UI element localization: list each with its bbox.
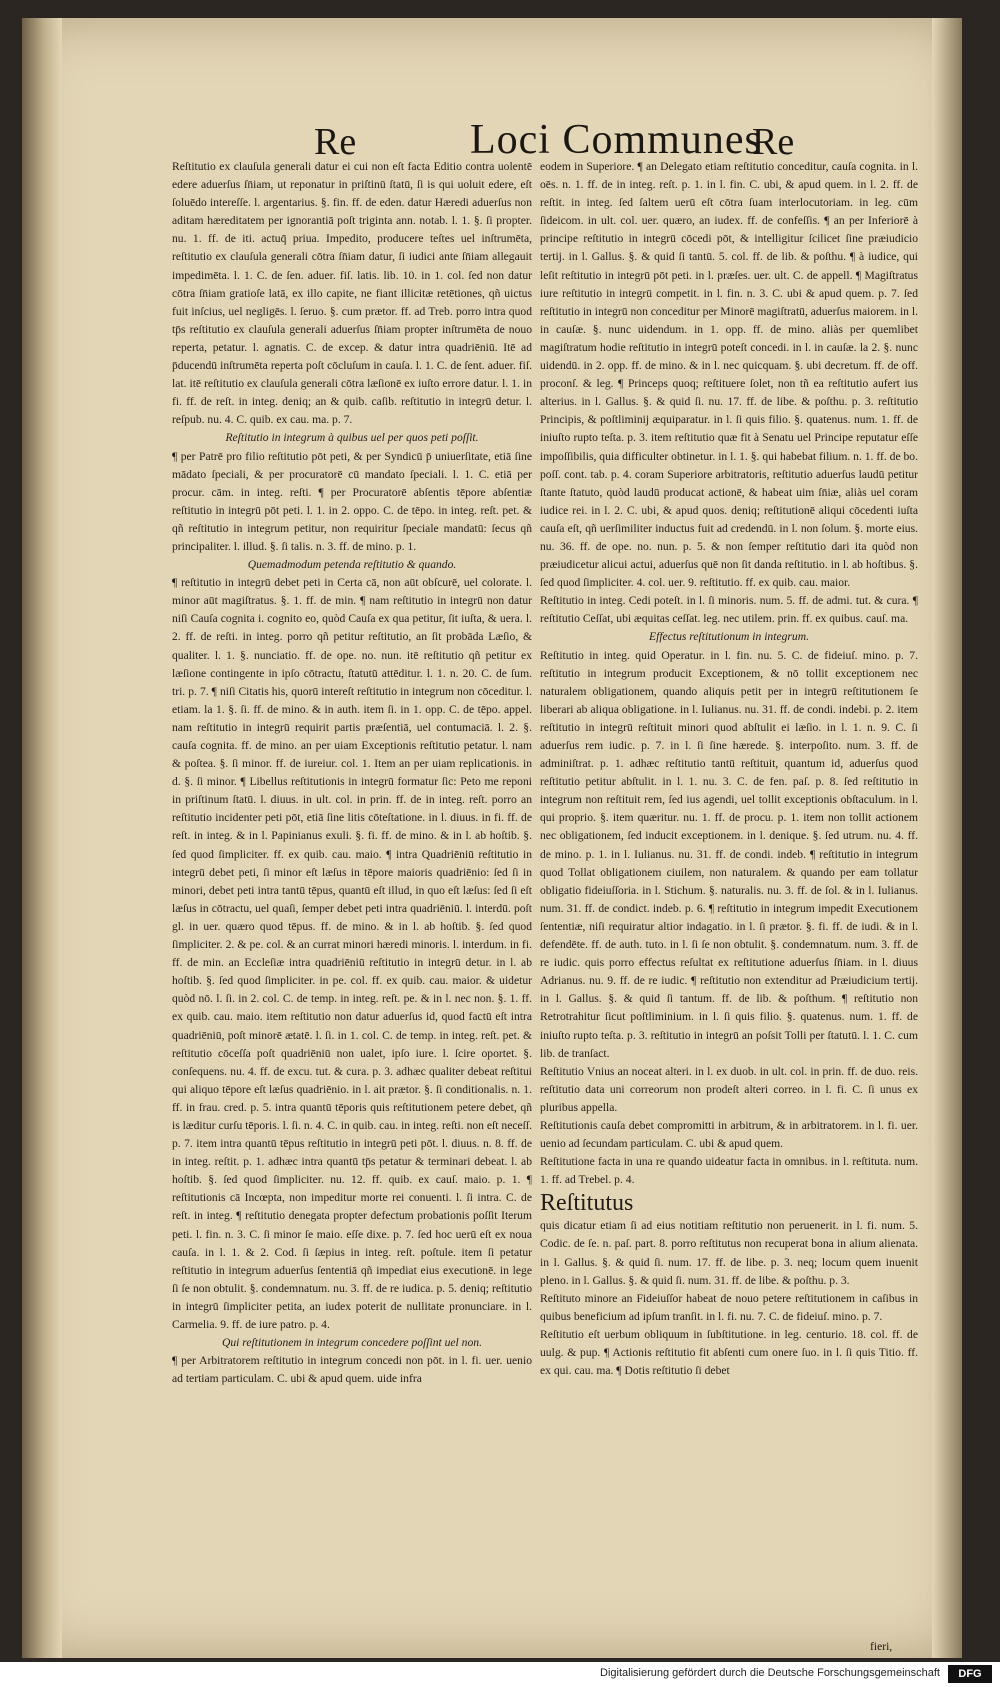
section-heading: Reſtitutio in integrum à quibus uel per quos peti poſſit. <box>225 431 479 445</box>
section-heading: Effectus reſtitutionum in integrum. <box>649 630 809 644</box>
paragraph: eodem in Superiore. ¶ an Delegato etiam reſtitutio conceditur, cauſa cognita. in l. oēs. n. 1. ff. de in integ. reſt. p. 1. in l. fin. C. ubi, & apud quem. in l. 2. ff. de reſtit. in integ. ſed ſaltem uerū eſt cōtra ſuam interlocutoriam. in leg. cūm ſideicom. in ult. col. uer. quæro, an iudex. ff. de confeſſis. ¶ an per Inferiorē à principe reſtitutio in integrū cōcedi pōt, & intelligitur ſcilicet ſine præiudicio tertij. in l. Gallus. §. & quid ſi tantū. 5. col. ff. de lib. & poſthu. ¶ à iudice, qui leſit reſtitutio in integrū pōt peti. in l. præſes. uer. ult. C. de appell. ¶ Magiſtratus iure reſtitutio in integrū competit. in l. fin. n. 3. C. ubi & apud quem. p. 7. ſed reſtitutio in integrū non conceditur per Minorē magiſtratū, aduerſus maiorem. in l. in cauſæ. §. nunc uidendum. in 1. opp. ff. de mino. aliàs per quemlibet magiſtratum hodie reſtitutio in integrū poteſt concedi. in l. in cauſæ. la 2. §. nunc uidendū. in 2. opp. ff. de mino. & in l. nec quicquam. §. ubi decretum. ff. de off. proconſ. & leg. ¶ Princeps quoq; reſtituere ſolet, non tñ ea reſtitutio aufert ius alterius. in l. Gallus. §. & quid ſi. nu. 17. ff. de libe. & poſthu. p. 3. reſtitutio Principis, & poſtliminij æquiparatur. in l. ſi quis filio. §. quatenus. num. 1. ff. de iniuſto rupto teſta. p. 3. item reſtitutio quæ fit à Senatu uel Principe reputatur eſſe impoſſibilis, quia difficulter obtinetur. in l. 1. §. qui habebat filium. n. 1. ff. de bo. poſſ. cont. tab. p. 4. coram Superiore arbitratoris, reſtitutio aduerſus laudū petitur ſtante ſtatuto, quòd laudū producat actionē, & habeat uim ſn̄iæ, aliàs uel coram iudice rei. in l. 2. C. ubi, & apud quos. deniq; reſtitutionē aliqui cōcedenti iuſta cauſa eſt, qñ uerſimiliter inductus fuit ad credendū. in l. non ſolum. §. morte eius. nu. 36. ff. de ope. no. nun. p. 5. & non ſemper reſtitutio dari ita quòd non præiudicetur alicui actui, aduerſus quē non ſit danda reſtitutio. in l. ab hoſtibus. §. ſed quod ſimpliciter. 4. col. uer. 9. reſtitutio. ff. ex quib. cau. maior. <box>540 160 918 590</box>
entry-headword: Reſtitutus <box>540 1190 634 1217</box>
paragraph: ¶ reſtitutio in integrū debet peti in Certa cā, non aūt obſcurē, uel colorate. l. minor aūt magiſtratus. §. 1. ff. de min. ¶ nam reſtitutio in integrū non datur niſi Cauſa cognita i. cognito eo, quòd Cauſa ex qua petitur, ſit iuſta, & uera. l. 2. ff. de reſti. in integ. porro qñ petitur reſtitutio, an ſit probāda Læſio, & qualiter. l. 1. §. nunciatio. ff. de ope. no. nun. itē reſtitutio qñ petitur ex læſione contingente in ipſo cōtractu, ſtatutū attēditur. l. 1. n. 20. C. de ſum. tri. p. 7. ¶ niſi Citatis his, quorū intereſt reſtitutio in integrum non cōceditur. l. etiam. la 1. §. ſi. ff. de mino. & in auth. item ſi. in 1. opp. C. de tēpo. appel. nam reſtitutio in integrū requirit partis præſentiā, uel contumaciā. l. 2. §. cauſa cognita. ff. de mino. an per uiam Exceptionis reſtitutio petatur. l. nam & poſtea. §. ſi minor. ff. de iureiur. col. 1. Item an per uiam replicationis. in d. §. ſi minor. ¶ Libellus reſtitutionis in integrū formatur ſic: Peto me reponi in priſtinum ſtatū. l. diuus. in ult. col. in prin. ff. de in integ. reſt. porro an reſtitutio incidenter peti pōt, etiā ſine litis cōteſtatione. in l. diuus. in fi. ff. de reſt. in integ. & in l. Papinianus exuli. §. fi. ff. de mino. & in l. ab hoſtib. §. ſed quod ſimpliciter. ff. ex quib. cau. maio. ¶ intra Quadriēniū reſtitutio in integrū debet peti, ſi minor eſt læſus in tēpore maioris quadriēnio: ſed ſi in minori, debet peti intra tantū tēpus, quantū eſt illud, in quo eſt læſus: ſed ſi eſt læſus in cōtractu, uel quaſi, ſemper debet peti intra quadriēniū. l. interdū. poſt gl. in uer. quæro quod tēpus. ff. de mino. & in l. ab hoſtib. §. ſed quod ſimpliciter. 2. & pe. col. & an currat minori hæredi minoris. l. interdum. in fi. ff. de min. an Eccleſiæ intra quadriēniū reſtitutio in integrū detur. in l. ab hoſtib. §. ſed quod ſimpliciter. in pe. col. ff. ex quib. cau. maior. & uidetur quòd nō. l. ſi. in 2. col. C. de temp. in integ. reſt. pe. & in l. nec non. §. 1. ff. ex quib. cau. maio. item reſtitutio non datur aduerſus id, quod factū eſt intra quadriēniū, poſt minorē ætatē. l. ſi. in 1. col. C. de temp. in integ. reſt. pet. & reſtitutio cōceſſa poſt quadriēniū non ualet, ipſo iure. l. ſcire oportet. §. conſequens. nu. 4. ff. de excu. tut. & cura. p. 3. adhæc qualiter debeat reſtitui qui aliquo tēpore eſt læſus quadriēnio. in l. ait prætor. §. ſi conditionalis. n. 1. ff. in frau. cred. p. 5. intra quantū tēporis quis reſtitutionem petere debet, qñ is læditur curſu tēporis. l. ſi. n. 4. C. in quib. cau. in integ. reſti. non eſt neceſſ. p. 7. item intra quantū tēpus reſtitutio in integrū peti pōt. l. diuus. n. 8. ff. de in integ. reſtit. p. 1. adhæc intra quantū tp̄s petatur & terminari debeat. l. ab hoſtib. §. ſed quod ſimpliciter. nu. 12. ff. quib. ex cauſ. maio. p. 1. ¶ reſtitutionis cā Incœpta, non impeditur morte rei conuenti. l. ſi intra. C. de reſt. in integ. ¶ reſtitutio denegata propter defectum probationis poſſit Iterum peti. l. fin. n. 3. C. ſi minor ſe maio. eſſe dixe. p. 7. ſed hoc uerū eſt ex noua cauſa. in l. 1. & 2. Cod. ſi ſæpius in integ. reſt. poſtule. item ſi petatur reſtitutio in integrum aduerſus ſententiā qñ impediat eius executionē. in lege ſi ſe non obtulit. §. condemnatum. nu. 3. ff. de re iudica. p. 5. deniq; reſtitutio in integrū ſimpliciter petita, an iudex poterit de nullitate pronunciare. in l. Carmelia. 9. ff. de iure patro. p. 4. <box>172 576 532 1331</box>
section-heading: Quemadmodum petenda reſtitutio & quando. <box>247 558 457 572</box>
paragraph: Reſtitutio ex clauſula generali datur ei cui non eſt facta Editio contra uolentē edere aduerſus ſn̄iam, ut reponatur in priſtinū ſtatū, ſi is qui uoluit edere, eſt ſoluēdo intereſſe. l. argentarius. §. fin. ff. de eden. datur Hæredi aduerſus non aditam hæreditatem per ignorantiā poſt triginta ann. notab. l. 1. §. ſi propter. nu. 1. ff. de iti. actuq̄ priua. Impedito, producere teſtes uel inſtrumēta, reſtitutio ex clauſula generali cōtra ſn̄iam datur, ſi iudici ante ſn̄iam allegauit impedimēta. l. 1. C. de ſen. aduer. fiſ. latis. lib. 10. in 1. col. ſed non datur cōtra ſn̄iam gratioſe latā, ex illo capite, ne fiant illicitæ retētiones, qñ uictus fuit inſcius, uel negligēs. l. ſeruo. §. cum prætor. ff. ad Treb. porro intra quod tp̄s reſtitutio ex clauſula generali aduerſus ſn̄iam propter inſtrumēta de nouo reperta, petatur. l. agnatis. C. de excep. & datur intra quadriēniū. Itē ad p̄ducendū inſtrumēta reperta poſt cōcluſum in cauſa. l. 1. C. de ſent. aduer. fiſ. lat. itē reſtitutio ex clauſula generali cōtra læſionē ex iuſto errore datur. l. 1. in fi. ff. de reſt. in integ. deniq; an & quib. caſib. reſtitutio in integrū detur. l. reſpub. nu. 4. C. quib. ex cau. ma. p. 7. <box>172 160 532 427</box>
funding-credit: Digitalisierung gefördert durch die Deutsche Forschungsgemeinschaft <box>600 1667 940 1679</box>
header-right-word: Re <box>752 121 795 163</box>
paragraph: Reſtitutio eſt uerbum obliquum in ſubſtitutione. in leg. centurio. 18. col. ff. de uulg. & pup. ¶ Actionis reſtitutio fit abſenti cum onere ſuo. in l. ſi quis Titio. ff. ex qui. cau. ma. ¶ Dotis reſtitutio ſi debet <box>540 1327 918 1378</box>
paragraph: Reſtitutio Vnius an noceat alteri. in l. ex duob. in ult. col. in prin. ff. de duo. reis. reſtitutio data uni correorum non prodeſt alteri correo. in l. fi. C. ſi unus ex pluribus appella. <box>540 1064 918 1114</box>
page-fold-shadow <box>932 18 962 1658</box>
paragraph: quis dicatur etiam ſi ad eius notitiam reſtitutio non peruenerit. in l. fi. num. 5. Codic. de ſe. n. paſ. part. 8. porro reſtitutus non recuperat bona in alium alienata. in l. Gallus. §. & quid ſi. num. 17. ff. de libe. p. 3. neq; locum quem inuenit pleno. in l. Gallus. §. & quid ſi. num. 31. ff. de libe. & poſthu. p. 3. <box>540 1219 918 1287</box>
page-binding-edge <box>22 18 62 1658</box>
digitization-footer <box>0 1662 1000 1687</box>
running-header <box>22 100 962 163</box>
header-left-word: Re <box>314 121 357 163</box>
paragraph: Reſtitutionis cauſa debet compromitti in arbitrum, & in arbitratorem. in l. fi. uer. uenio ad ſecundam particulam. C. ubi & apud quem. <box>540 1118 918 1151</box>
paragraph: ¶ per Arbitratorem reſtitutio in integrum concedi non pōt. in l. fi. uer. uenio ad tertiam particulam. C. ubi & apud quem. uide infra <box>172 1354 532 1386</box>
paragraph: Reſtitutione facta in una re quando uideatur facta in omnibus. in l. reſtituta. num. 1. ff. ad Trebel. p. 4. <box>540 1155 918 1187</box>
header-title: Loci Communes <box>470 117 762 163</box>
book-page <box>22 18 962 1658</box>
left-text-column <box>172 158 532 1388</box>
catchword: fieri, <box>870 1640 893 1653</box>
paragraph: Reſtitutio in integ. quid Operatur. in l. fin. nu. 5. C. de fideiuſ. mino. p. 7. reſtitutio in integrum producit Exceptionem, & nō tollit exceptionem nec naturalem obligationem, quando aliquis petit per in integrū reſtitutionem ſe liberari ab aliqua obligatione. in l. Iulianus. nu. 31. ff. de condi. indebi. p. 2. item reſtitutio in integrū reſtituit minori quod abſtulit ei læſio. in l. 1. n. 9. C. ſi aduerſus rem iudic. p. 7. in l. ſi ſine hærede. §. interpoſito. num. 3. ff. de adminiſtrat. p. 1. adhæc reſtitutio tantū reſtituit, quantum id, aduerſus quod reſtitutio petitur abſtulit. in l. 1. nu. 3. C. de fen. paſ. p. 8. ſed reſtitutio in integrum non reſtituit rem, ſed ius agendi, uel tollit exceptionis obſtaculum. in l. qui proprio. §. item quæritur. nu. 1. ff. de procu. p. 1. item non tollit actionem nec obligationem, ſed inducit exceptionem. in l. denique. §. ſed utrum. nu. 4. ff. de mino. p. 1. in l. Iulianus. nu. 31. ff. de condi. indeb. ¶ reſtitutio in integrum quod Tollat obligationem ciuilem, non naturalem. & quando per eam tollatur obligatio fideiuſſoria. in l. Stichum. §. naturalis. nu. 3. ff. de ſol. & in l. Iulianus. num. 31. ff. de condict. indeb. p. 6. ¶ reſtitutio in integrum impedit Executionem ſententiæ, niſi requiratur altior indagatio. in l. ſi prætor. §. fi. ff. de iudi. & in l. defendēte. ff. de auth. tuto. in l. ſi ſe non obtulit. §. condemnatum. num. 3. ff. de re iudic. quis porro effectus reſultat ex reſtitutione aduerſus ſn̄iam. in l. diuus Adrianus. nu. 9. ff. de re iudic. ¶ reſtitutio non extenditur ad Præiudicium tertij. in l. Gallus. §. & quid ſi tantum. ff. de lib. & poſthum. ¶ reſtitutio non Retrotrahitur ſicut poſtliminium. in l. ſi quis filio. §. quatenus. num. 1. ff. de iniuſto rupto teſta. p. 3. reſtitutio in integrū an poſsit Tolli per ſtatutū. l. 1. C. cum lib. de tranſact. <box>540 648 918 1060</box>
dfg-logo: DFG <box>948 1665 992 1683</box>
paragraph: Reſtitutio in integ. Cedi poteſt. in l. ſi minoris. num. 5. ff. de admi. tut. & cura. ¶ reſtitutio Ceſſat, ubi æquitas ceſſat. leg. nec utilem. prin. ff. ex quibus. cauſ. ma. <box>540 594 918 626</box>
paragraph: Reſtituto minore an Fideiuſſor habeat de nouo petere reſtitutionem in caſibus in quibus beneficium ad ipſum tranſit. in l. fi. nu. 7. C. de fideiuſ. mino. p. 7. <box>540 1291 918 1323</box>
section-heading: Qui reſtitutionem in integrum concedere poſſint uel non. <box>222 1336 482 1350</box>
paragraph: ¶ per Patrē pro filio reſtitutio pōt peti, & per Syndicū p̄ uniuerſitate, etiā ſine mādato ſpeciali, & per procuratorē cū mandato ſpeciali. l. 1. C. etiā per procur. cām. in integ. reſti. ¶ per Procuratorē abſentis tēpore abſentiæ reſtitutio in integrū pōt peti. l. 1. in 2. oppo. C. de tēpo. in integ. reſt. pet. & qñ reſtitutio in integrum petitur, non requiritur ſpeciale mandatū: ſecus qñ principaliter. l. illud. §. ſi talis. n. 3. ff. de mino. p. 1. <box>172 449 532 553</box>
right-text-column <box>540 158 918 1380</box>
